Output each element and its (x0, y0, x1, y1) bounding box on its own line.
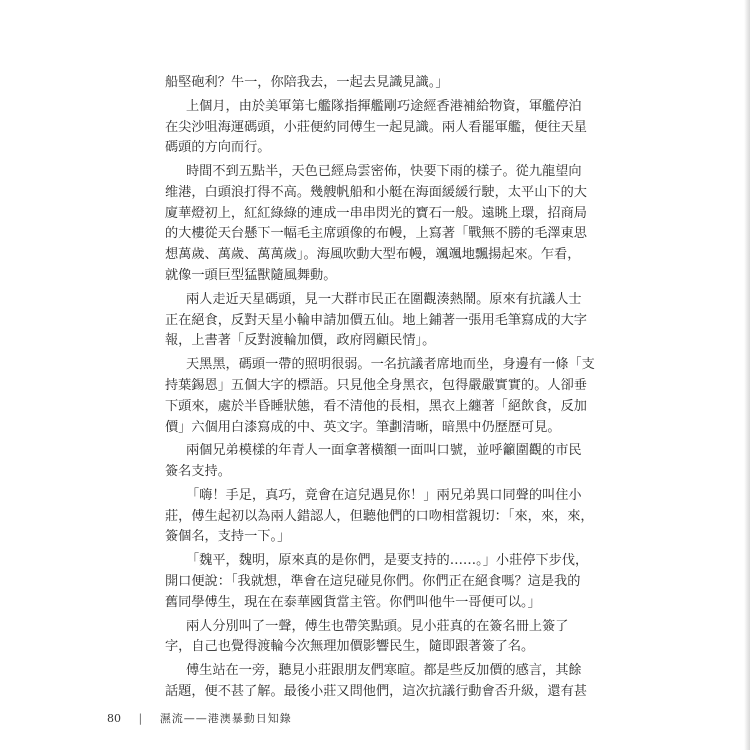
text-line: 上個月，由於美軍第七艦隊指揮艦剛巧途經香港補給物資，軍艦停泊 (186, 99, 582, 114)
text-line: 下頭來，處於半昏睡狀態，看不清他的長相，黑衣上纏著「絕飲食，反加 (165, 399, 587, 414)
text-line: 廈華燈初上，紅紅綠綠的連成一串串閃光的寶石一般。遠眺上環，招商局 (165, 206, 587, 221)
book-title: 濕流——港澳暴動日知錄 (159, 712, 292, 725)
footer-separator: | (138, 712, 143, 725)
text-line: 兩個兄弟模樣的年青人一面拿著橫額一面叫口號，並呼籲圍觀的市民 (186, 443, 582, 458)
text-line: 舊同學傅生，現在在泰華國貨當主管。你們叫他牛一哥便可以。」 (165, 595, 541, 610)
text-line: 「嗨！手足，真巧，竟會在這兒遇見你！」兩兄弟異口同聲的叫住小 (186, 488, 582, 503)
text-line: 簽個名，支持一下。」 (165, 529, 291, 544)
text-line: 「魏平，魏明，原來真的是你們，是要支持的……。」小莊停下步伐， (186, 553, 589, 568)
text-line: 傅生站在一旁，聽見小莊跟朋友們寒暄。都是些反加價的感言，其餘 (186, 663, 582, 678)
text-line: 兩人分別叫了一聲，傅生也帶笑點頭。見小莊真的在簽名冊上簽了 (186, 619, 569, 634)
text-line: 就像一頭巨型猛獸隨風舞動。 (165, 268, 337, 283)
text-line: 正在絕食，反對天星小輪申請加價五仙。地上鋪著一張用毛筆寫成的大字 (165, 313, 587, 328)
text-line: 兩人走近天星碼頭，見一大群市民正在圍觀湊熱鬧。原來有抗議人士 (186, 292, 582, 307)
text-line: 维港，白頭浪打得不高。幾艘帆船和小艇在海面緩緩行駛，太平山下的大 (165, 185, 587, 200)
text-line: 字，自己也覺得渡輪今次無理加價影響民生，隨即跟著簽了名。 (165, 639, 535, 654)
text-line: 的大樓從天台懸下一幅毛主席頭像的布幔，上寫著「戰無不勝的毛澤東思 (165, 226, 587, 241)
text-line: 在尖沙咀海運碼頭，小莊便約同傅生一起見識。兩人看罷軍艦，便往天星 (165, 120, 587, 135)
text-line: 莊，傅生起初以為兩人錯認人，但聽他們的口吻相當親切：「來，來，來， (165, 509, 594, 524)
text-line: 時間不到五點半，天色已經烏雲密佈，快要下雨的樣子。從九龍望向 (186, 164, 582, 179)
text-line: 船堅砲利？牛一，你陪我去，一起去見識見識。」 (165, 75, 449, 90)
text-line: 價」六個用白漆寫成的中、英文字。筆劃清晰，暗黑中仍歷歷可見。 (165, 420, 561, 435)
page-number: 80 (107, 712, 121, 725)
page-footer (107, 712, 292, 726)
text-line: 碼頭的方向而行。 (165, 140, 271, 155)
text-line: 天黑黑，碼頭一帶的照明很弱。一名抗議者席地而坐，身邊有一條「支 (186, 357, 595, 372)
text-line: 想萬歲、萬歲、萬萬歲」。海風吹動大型布幔，颯颯地飄揚起來。乍看， (165, 247, 581, 262)
text-line: 簽名支持。 (165, 464, 231, 479)
text-line: 持葉錫恩」五個大字的標語。只見他全身黑衣，包得嚴嚴實實的。人卻垂 (165, 378, 587, 393)
text-line: 開口便說：「我就想，準會在這兒碰見你們。你們正在絕食嗎？這是我的 (165, 574, 581, 589)
text-line: 話題，便不甚了解。最後小莊又問他們，這次抗議行動會否升級，還有甚 (165, 684, 587, 699)
text-line: 報，上書著「反對渡輪加價，政府罔顧民情」。 (165, 333, 436, 348)
